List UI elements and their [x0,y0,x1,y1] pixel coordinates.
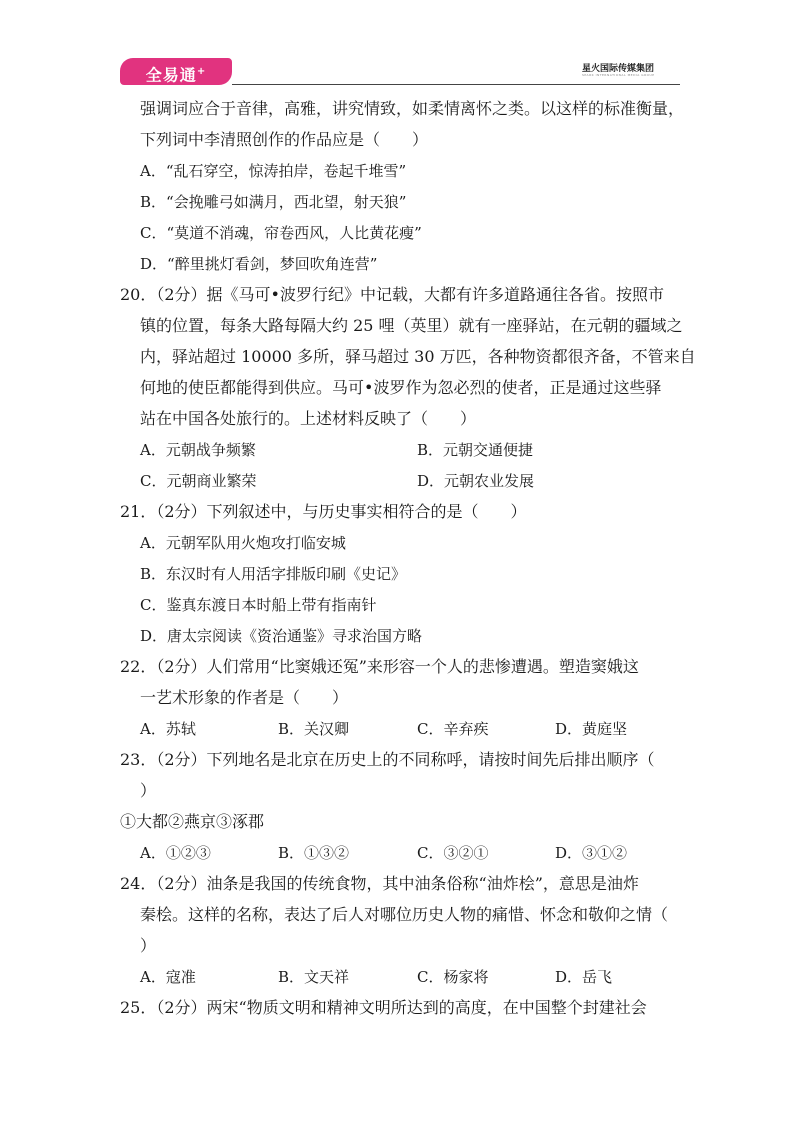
q22-option-b: B．关汉卿 [278,720,350,738]
q19-line-1: 强调词应合于音律，高雅，讲究情致，如柔情离怀之类。以这样的标准衡量， [140,99,685,118]
q21-option-d: D．唐太宗阅读《资治通鉴》寻求治国方略 [140,627,423,645]
q22-option-a: A．苏轼 [140,720,196,738]
q23-option-b: B．①③② [278,844,350,862]
q24-option-b: B．文天祥 [278,968,350,986]
q20-stem-line-2: 镇的位置，每条大路每隔大约 25 哩（英里）就有一座驿站，在元朝的疆域之 [140,316,683,335]
q24-stem-line-3: ） [140,936,157,955]
q20-option-d: D．元朝农业发展 [417,472,535,490]
q23-stem-line-1: 23．（2分）下列地名是北京在历史上的不同称呼，请按时间先后排出顺序（ [120,750,655,769]
q19-option-c: C．“莫道不消魂，帘卷西风，人比黄花瘦” [140,224,422,242]
q20-option-a: A．元朝战争频繁 [140,441,256,459]
q24-option-c: C．杨家将 [417,968,489,986]
header-rule [232,84,680,85]
brand-logo-text: 全易通 [145,65,197,85]
q25-stem-line-1: 25．（2分）两宋“物质文明和精神文明所达到的高度，在中国整个封建社会 [120,998,647,1017]
q19-option-b: B．“会挽雕弓如满月，西北望，射天狼” [140,193,407,211]
q22-option-d: D．黄庭坚 [555,720,628,738]
brand-logo-plus: + [196,66,207,77]
q23-items: ①大都②燕京③涿郡 [120,812,265,831]
q21-option-b: B．东汉时有人用活字排版印刷《史记》 [140,565,407,583]
q20-stem-line-1: 20．（2分）据《马可•波罗行纪》中记载，大都有许多道路通往各省。按照市 [120,285,664,304]
q19-option-a: A．“乱石穿空，惊涛拍岸，卷起千堆雪” [140,162,407,180]
q19-option-d: D．“醉里挑灯看剑，梦回吹角连营” [140,255,378,273]
q21-stem: 21．（2分）下列叙述中，与历史事实相符合的是（ ） [120,502,527,521]
q21-option-a: A．元朝军队用火炮攻打临安城 [140,534,346,552]
q23-option-c: C．③②① [417,844,489,862]
company-subtitle: SPARK INTERNATIONAL MEDIA GROUP [582,73,655,77]
q21-option-c: C．鉴真东渡日本时船上带有指南针 [140,596,377,614]
q20-option-b: B．元朝交通便捷 [417,441,534,459]
q19-line-2: 下列词中李清照创作的作品应是（ ） [140,130,429,149]
q23-option-d: D．③①② [555,844,628,862]
q22-option-c: C．辛弃疾 [417,720,489,738]
q24-stem-line-2: 秦桧。这样的名称，表达了后人对哪位历史人物的痛惜、怀念和敬仰之情（ [140,905,669,924]
q20-stem-line-5: 站在中国各处旅行的。上述材料反映了（ ） [140,409,477,428]
q20-stem-line-3: 内，驿站超过 10000 多所，驿马超过 30 万匹，各种物资都很齐备，不管来自 [140,347,696,366]
q22-stem-line-1: 22．（2分）人们常用“比窦娥还冤”来形容一个人的悲惨遭遇。塑造窦娥这 [120,657,639,676]
q20-stem-line-4: 何地的使臣都能得到供应。马可•波罗作为忽必烈的使者，正是通过这些驿 [140,378,662,397]
company-name: 星火国际传媒集团 [582,64,655,74]
page-header [0,0,800,90]
q23-stem-line-2: ） [140,781,157,800]
brand-logo [120,58,232,85]
q24-stem-line-1: 24．（2分）油条是我国的传统食物，其中油条俗称“油炸桧”，意思是油炸 [120,874,639,893]
q20-option-c: C．元朝商业繁荣 [140,472,257,490]
q23-option-a: A．①②③ [140,844,211,862]
q24-option-a: A．寇准 [140,968,196,986]
q24-option-d: D．岳飞 [555,968,613,986]
q22-stem-line-2: 一艺术形象的作者是（ ） [140,688,349,707]
